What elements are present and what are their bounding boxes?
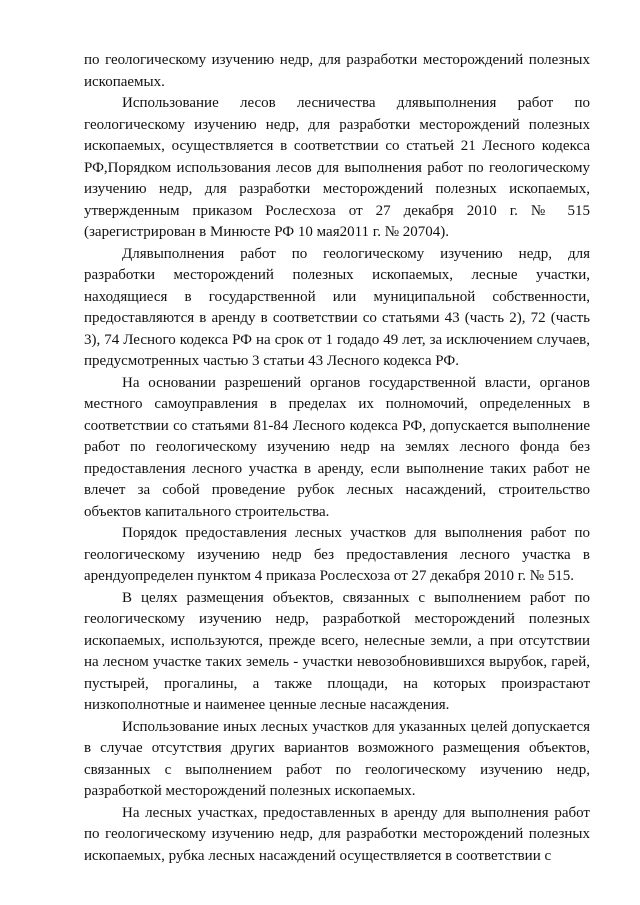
paragraph-continuation: по геологическому изучению недр, для разработки месторождений полезных ископаемых. [84,52,590,90]
paragraph-land-priority: В целях размещения объектов, связанных с выполнением работ по геологическому изучению недр, разработкой месторождений полезных ископаемых, используются, прежде всего, нелесные земли, а при отсутствии на лесном участке таких земель - участки невозобновившихся вырубок, гарей, пустырей, прогалины, а также площади, на которых произрастают низкополнотные и наименее ценные лесные насаждения. [84,589,590,713]
paragraph-forest-use-basis: Использование лесов лесничества длявыполнения работ по геологическому изучению недр, для разработки месторождений полезных ископаемых, осуществляется в соответствии со статьей 21 Лесного кодекса РФ,Порядком использования лесов для выполнения работ по геологическому изучению недр, для разработки месторождений полезных ископаемых, утвержденным приказом Рослесхоза от 27 декабря 2010 г. № 515 (зарегистрирован в Минюсте РФ 10 мая2011 г. № 20704). [84,95,590,240]
paragraph-allocation-procedure: Порядок предоставления лесных участков для выполнения работ по геологическому изучению недр без предоставления лесного участка в арендуопределен пунктом 4 приказа Рослесхоза от 27 декабря 2010 г. № 515. [84,525,590,584]
paragraph-permits-without-lease: На основании разрешений органов государственной власти, органов местного самоуправления в пределах их полномочий, определенных в соответствии со статьями 81-84 Лесного кодекса РФ, допускается выполнение работ по геологическому изучению недр на землях лесного фонда без предоставления лесного участка в аренду, если выполнение таких работ не влечет за собой проведение рубок лесных насаждений, строительство объектов капитального строительства. [84,374,590,520]
paragraph-other-plots: Использование иных лесных участков для указанных целей допускается в случае отсутствия других вариантов возможного размещения объектов, связанных с выполнением работ по геологическому изучению недр, разработкой месторождений полезных ископаемых. [84,718,590,799]
document-page [84,50,590,867]
paragraph-felling-rules: На лесных участках, предоставленных в аренду для выполнения работ по геологическому изучению недр, для разработки месторождений полезных ископаемых, рубка лесных насаждений осуществляется в соответствии с [84,804,590,864]
paragraph-lease-terms: Длявыполнения работ по геологическому изучению недр, для разработки месторождений полезных ископаемых, лесные участки, находящиеся в государственной или муниципальной собственности, предоставляются в аренду в соответствии со статьями 43 (часть 2), 72 (часть 3), 74 Лесного кодекса РФ на срок от 1 годадо 49 лет, за исключением случаев, предусмотренных частью 3 статьи 43 Лесного кодекса РФ. [84,245,590,369]
